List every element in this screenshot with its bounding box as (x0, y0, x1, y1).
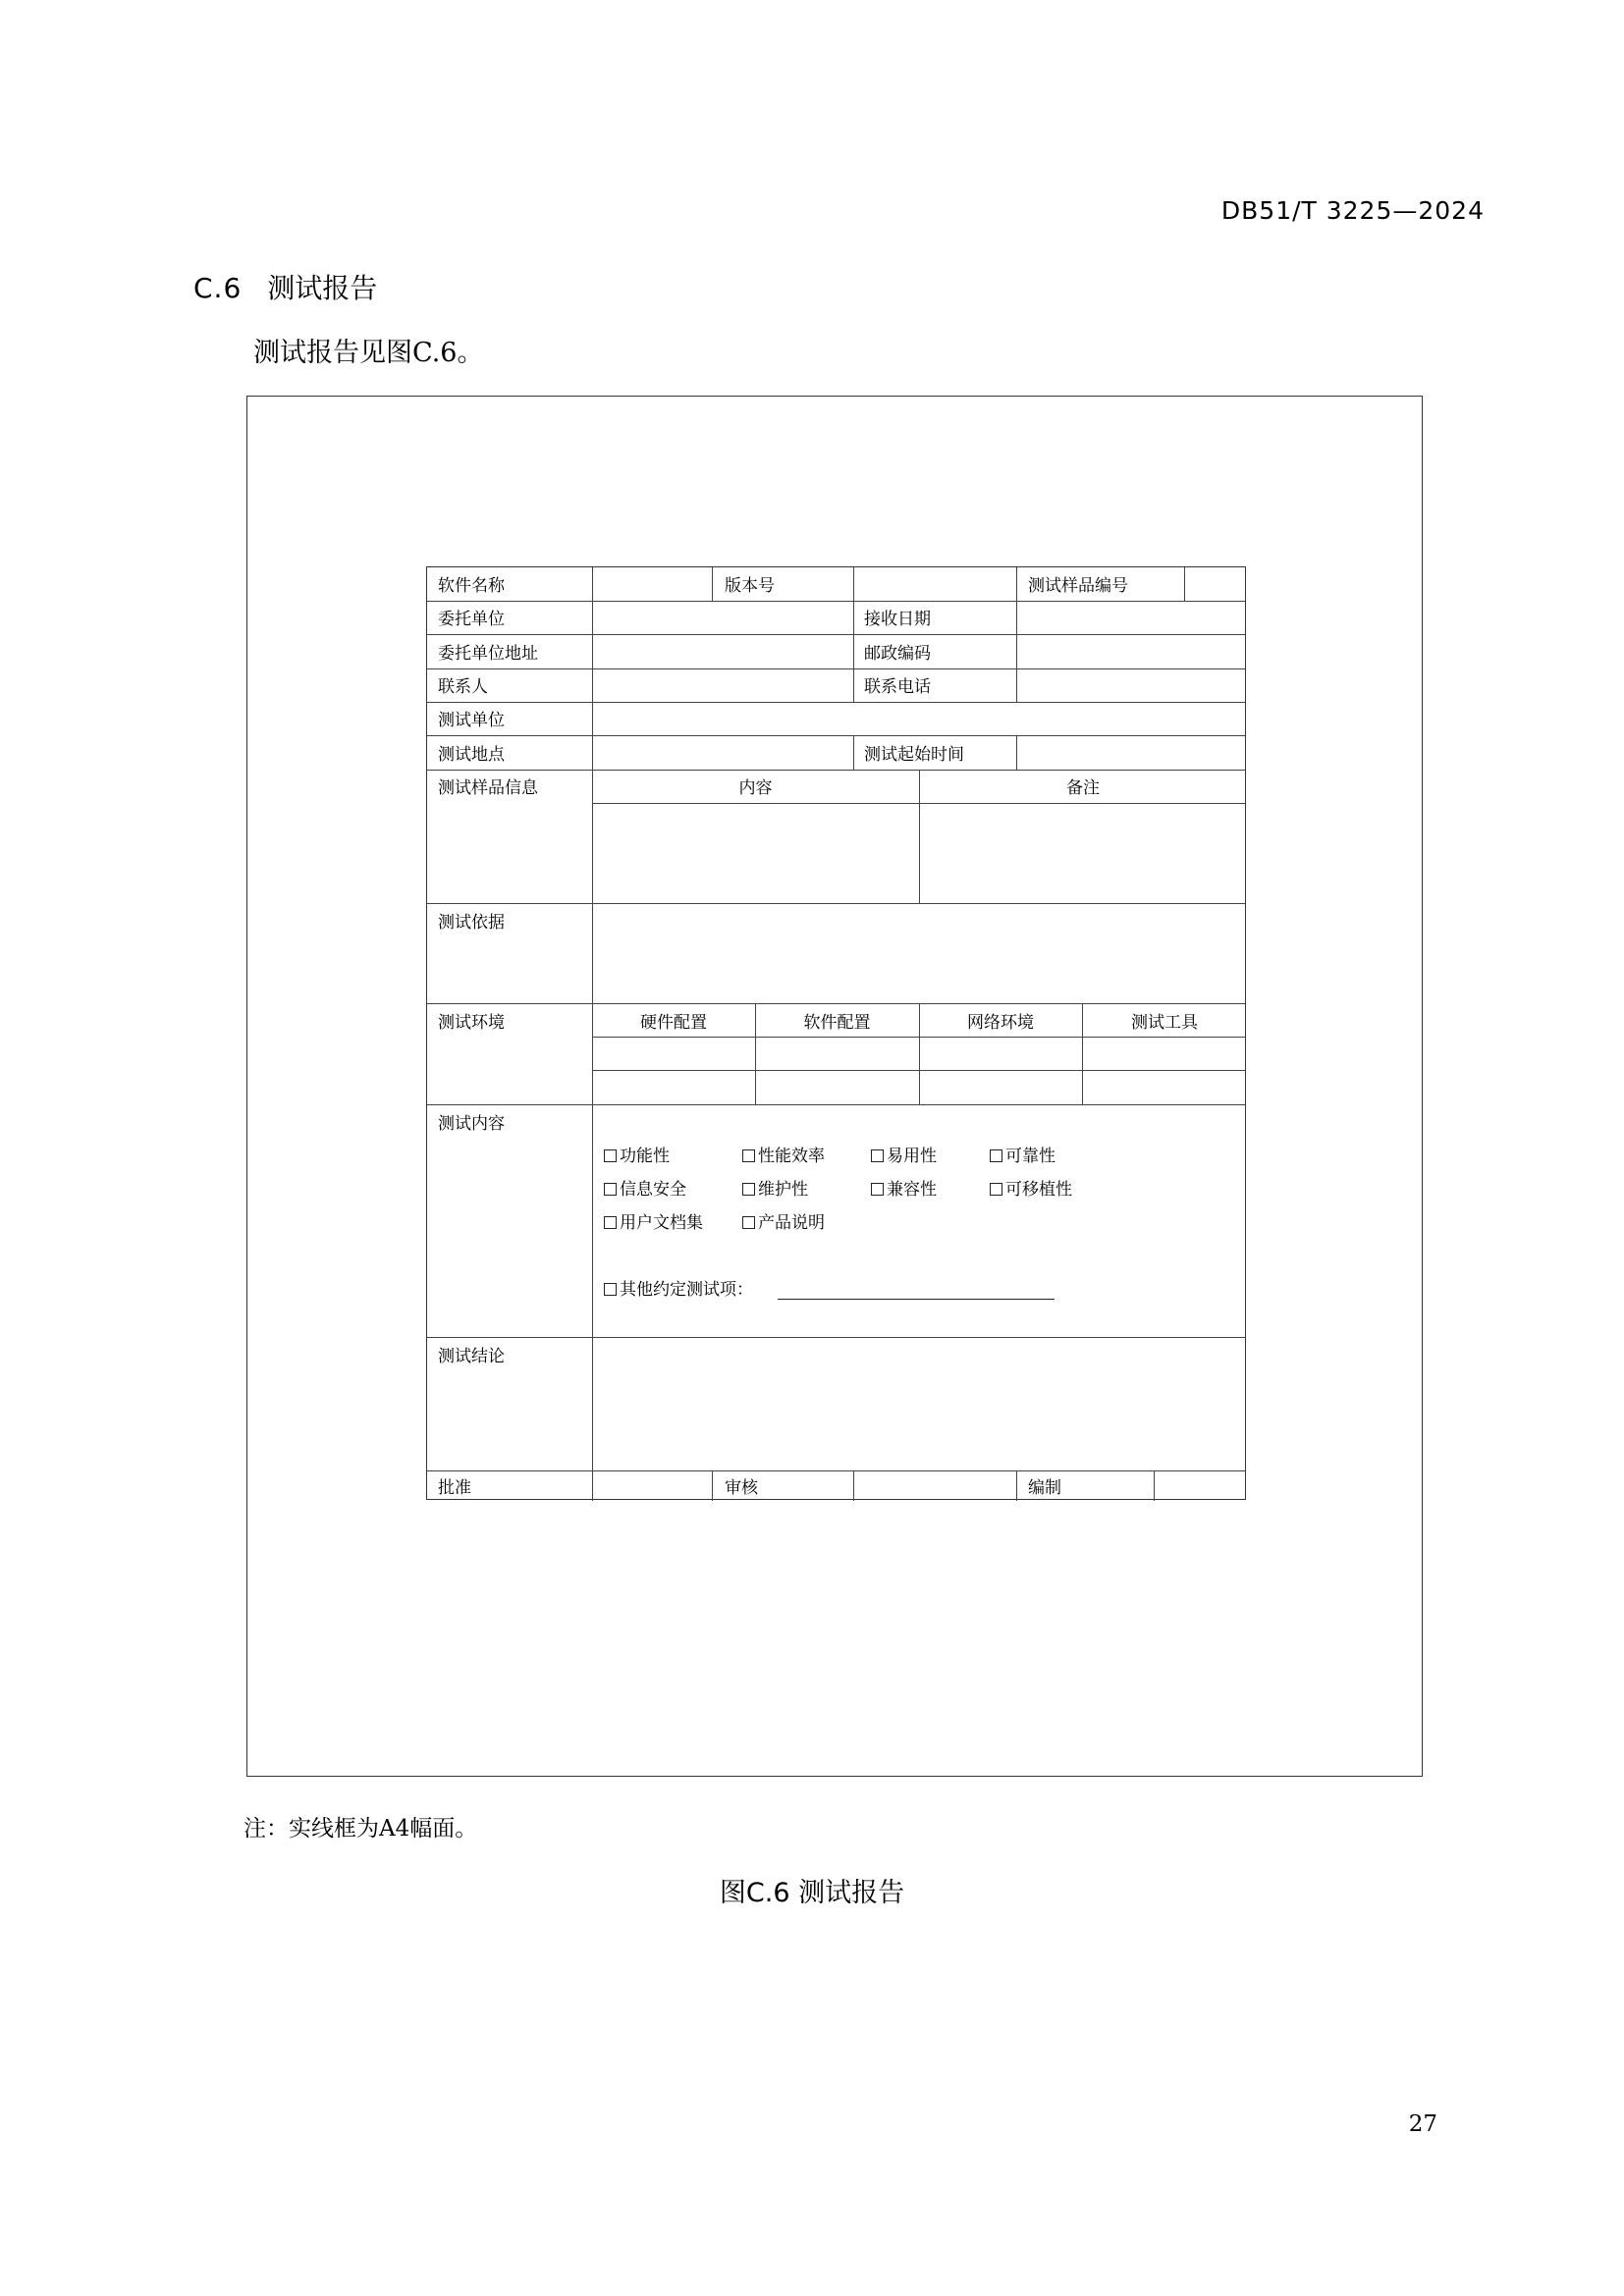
header-software: 软件配置 (803, 1013, 871, 1033)
checkbox-icon[interactable] (990, 1149, 1002, 1162)
label-sample-info: 测试样品信息 (438, 778, 538, 798)
label-software-name: 软件名称 (438, 576, 505, 596)
label-phone: 联系电话 (864, 677, 931, 697)
row-divider (427, 735, 1245, 736)
label-approve: 批准 (438, 1478, 471, 1498)
label-sample-no: 测试样品编号 (1028, 576, 1128, 596)
column-divider (1016, 735, 1017, 770)
column-divider (1184, 567, 1185, 601)
label-review: 审核 (725, 1478, 758, 1498)
document-code: DB51/T 3225—2024 (1220, 196, 1485, 225)
checkbox-icon[interactable] (604, 1216, 617, 1229)
row-divider (427, 668, 1245, 669)
header-remark: 备注 (1066, 778, 1100, 798)
option-maintainability[interactable]: 维护性 (742, 1180, 808, 1200)
header-network: 网络环境 (967, 1013, 1034, 1033)
column-divider (853, 567, 854, 601)
checkbox-icon[interactable] (604, 1149, 617, 1162)
column-divider (1016, 567, 1017, 601)
label-test-environment: 测试环境 (438, 1013, 505, 1033)
section-title: 测试报告 (267, 272, 378, 304)
option-performance[interactable]: 性能效率 (742, 1147, 825, 1166)
column-divider (712, 1470, 713, 1501)
label-version: 版本号 (725, 576, 775, 596)
option-usability[interactable]: 易用性 (871, 1147, 937, 1166)
checkbox-icon[interactable] (871, 1183, 884, 1196)
other-items-blank-line[interactable] (778, 1299, 1055, 1300)
label-start-end-time: 测试起始时间 (864, 745, 964, 765)
test-report-form (426, 566, 1246, 1500)
checkbox-icon[interactable] (604, 1183, 617, 1196)
figure-caption: 图C.6 测试报告 (719, 1878, 905, 1908)
header-content: 内容 (738, 778, 773, 798)
checkbox-icon[interactable] (742, 1149, 755, 1162)
label-client: 委托单位 (438, 610, 505, 629)
label-client-address: 委托单位地址 (438, 644, 538, 664)
label-test-unit: 测试单位 (438, 711, 505, 730)
note-text: 注：实线框为A4幅面。 (244, 1816, 478, 1842)
column-divider (1154, 1470, 1155, 1501)
column-divider (853, 1470, 854, 1501)
label-postcode: 邮政编码 (864, 644, 931, 664)
label-test-conclusion: 测试结论 (438, 1347, 505, 1366)
column-divider (712, 567, 713, 601)
row-divider (427, 1470, 1245, 1471)
checkbox-icon[interactable] (990, 1183, 1002, 1196)
option-other[interactable]: 其他约定测试项： (604, 1280, 753, 1300)
checkbox-icon[interactable] (742, 1216, 755, 1229)
column-divider (1016, 601, 1017, 702)
option-product-description[interactable]: 产品说明 (742, 1213, 825, 1233)
row-divider (427, 770, 1245, 771)
column-divider (1016, 1470, 1017, 1501)
row-divider (427, 1003, 1245, 1004)
label-test-basis: 测试依据 (438, 913, 505, 933)
option-functionality[interactable]: 功能性 (604, 1147, 670, 1166)
option-security[interactable]: 信息安全 (604, 1180, 686, 1200)
option-compatibility[interactable]: 兼容性 (871, 1180, 937, 1200)
row-divider (427, 702, 1245, 703)
page-number: 27 (1408, 2111, 1437, 2137)
checkbox-icon[interactable] (604, 1283, 617, 1296)
column-divider (592, 567, 593, 1501)
option-user-docs[interactable]: 用户文档集 (604, 1213, 703, 1233)
checkbox-icon[interactable] (742, 1183, 755, 1196)
label-contact: 联系人 (438, 677, 488, 697)
column-divider (853, 601, 854, 702)
row-divider (427, 634, 1245, 635)
label-test-content: 测试内容 (438, 1114, 505, 1134)
option-reliability[interactable]: 可靠性 (990, 1147, 1056, 1166)
row-divider (427, 1337, 1245, 1338)
label-test-place: 测试地点 (438, 745, 505, 765)
section-heading (193, 267, 377, 306)
row-divider (427, 1104, 1245, 1105)
header-hardware: 硬件配置 (640, 1013, 707, 1033)
label-compile: 编制 (1028, 1478, 1061, 1498)
intro-text: 测试报告见图C.6。 (253, 338, 484, 368)
row-divider (427, 903, 1245, 904)
label-receive-date: 接收日期 (864, 610, 931, 629)
section-number: C.6 (193, 272, 243, 304)
checkbox-icon[interactable] (871, 1149, 884, 1162)
column-divider (853, 735, 854, 770)
header-test-tools: 测试工具 (1131, 1013, 1198, 1033)
row-divider (427, 601, 1245, 602)
option-portability[interactable]: 可移植性 (990, 1180, 1072, 1200)
